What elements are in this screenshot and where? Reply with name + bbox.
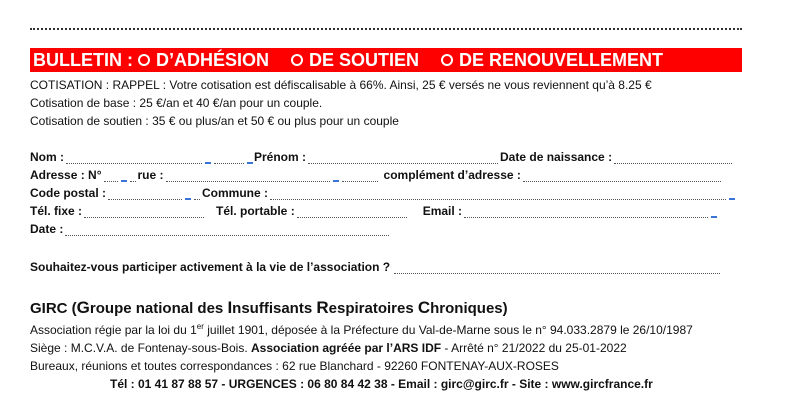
org-siege-text: Siège : M.C.V.A. de Fontenay-sous-Bois.	[30, 341, 248, 355]
complement-label: complément d’adresse :	[383, 168, 521, 182]
org-title-initial-c: C	[417, 298, 431, 317]
radio-circle-icon[interactable]	[138, 54, 150, 66]
org-legal-line	[30, 322, 693, 337]
form-row-contact	[30, 204, 718, 218]
option-renouvellement-label: DE RENOUVELLEMENT	[459, 49, 664, 70]
form-row-address	[30, 168, 723, 182]
postal-label: Code postal :	[30, 186, 107, 200]
numero-field-extra[interactable]	[130, 171, 136, 182]
rue-field-extra[interactable]	[342, 171, 378, 182]
tel-fixe-field[interactable]	[84, 207, 204, 218]
postal-field-extra[interactable]	[194, 189, 200, 200]
email-field[interactable]	[464, 207, 708, 218]
org-title-word1: roupe national des	[89, 300, 228, 317]
field-marker	[333, 172, 339, 182]
org-title-word4: hroniques)	[430, 300, 508, 317]
org-agreement-text: Association agréée par l’ARS IDF	[251, 341, 442, 355]
org-title-word2: nsuffisants	[232, 300, 317, 317]
nom-field[interactable]	[66, 153, 202, 164]
org-title-initial-g: G	[76, 298, 90, 317]
naissance-field[interactable]	[614, 153, 732, 164]
tel-portable-field[interactable]	[297, 207, 407, 218]
prenom-field[interactable]	[308, 153, 498, 164]
org-title	[30, 298, 508, 318]
adresse-label: Adresse : N°	[30, 168, 102, 182]
participation-question	[30, 260, 722, 274]
org-legal-text-b: juillet 1901, déposée à la Préfecture du Val-de-Marne sous le n° 94.033.2879 le 26/10/1987	[203, 323, 693, 337]
org-siege-line	[30, 341, 627, 355]
numero-field[interactable]	[104, 171, 118, 182]
cut-line	[30, 28, 742, 30]
field-marker	[729, 190, 735, 200]
form-row-date	[30, 222, 391, 236]
bulletin-banner	[30, 48, 742, 72]
rue-field[interactable]	[166, 171, 330, 182]
form-row-identity	[30, 150, 734, 164]
banner-title: BULLETIN :	[33, 49, 133, 70]
option-renouvellement[interactable]	[441, 50, 663, 71]
org-legal-text-a: Association régie par la loi du 1	[30, 323, 197, 337]
field-marker	[247, 154, 253, 164]
prenom-label: Prénom :	[254, 150, 307, 164]
complement-field[interactable]	[523, 171, 721, 182]
radio-circle-icon[interactable]	[291, 54, 303, 66]
email-label: Email :	[422, 204, 463, 218]
org-address-line: Bureaux, réunions et toutes correspondances : 62 rue Blanchard - 92260 FONTENAY-AUX-ROSES	[30, 359, 559, 373]
date-label: Date :	[30, 222, 64, 236]
org-title-word3: espiratoires	[328, 300, 418, 317]
org-title-prefix: GIRC (	[30, 300, 77, 317]
commune-label: Commune :	[202, 186, 269, 200]
rue-label: rue :	[137, 168, 164, 182]
field-marker	[205, 154, 211, 164]
tel-fixe-label: Tél. fixe :	[30, 204, 83, 218]
radio-circle-icon[interactable]	[441, 54, 453, 66]
option-soutien-label: DE SOUTIEN	[309, 49, 420, 70]
commune-field[interactable]	[270, 189, 726, 200]
tel-portable-label: Tél. portable :	[216, 204, 295, 218]
participation-question-label: Souhaitez-vous participer activement à la vie de l’association ?	[30, 260, 391, 274]
org-title-initial-i: I	[227, 298, 233, 317]
nom-field-extra[interactable]	[214, 153, 244, 164]
org-legal-sup: er	[196, 322, 204, 331]
participation-answer-field[interactable]	[394, 263, 720, 274]
cotisation-base: Cotisation de base : 25 €/an et 40 €/an pour un couple.	[30, 96, 323, 110]
org-arrete-text: - Arrêté n° 21/2022 du 25-01-2022	[441, 341, 627, 355]
date-field[interactable]	[65, 225, 389, 236]
nom-label: Nom :	[30, 150, 64, 164]
org-contact-line: Tél : 01 41 87 88 57 - URGENCES : 06 80 84 42 38 - Email : girc@girc.fr - Site : www.gircfrance.fr	[110, 377, 653, 391]
field-marker	[121, 172, 127, 182]
form-row-city	[30, 186, 736, 200]
field-marker	[185, 190, 191, 200]
cotisation-soutien: Cotisation de soutien : 35 € ou plus/an et 50 € ou plus pour un couple	[30, 114, 399, 128]
cotisation-rappel: COTISATION : RAPPEL : Votre cotisation est défiscalisable à 66%. Ainsi, 25 € versés ne vous reviennent qu’à 8.25 €	[30, 78, 652, 92]
postal-field[interactable]	[108, 189, 182, 200]
naissance-label: Date de naissance :	[500, 150, 613, 164]
option-soutien[interactable]	[291, 50, 419, 71]
option-adhesion[interactable]	[138, 50, 269, 71]
field-marker	[711, 208, 717, 218]
option-adhesion-label: D’ADHÉSION	[155, 49, 269, 70]
org-title-initial-r: R	[316, 298, 329, 317]
